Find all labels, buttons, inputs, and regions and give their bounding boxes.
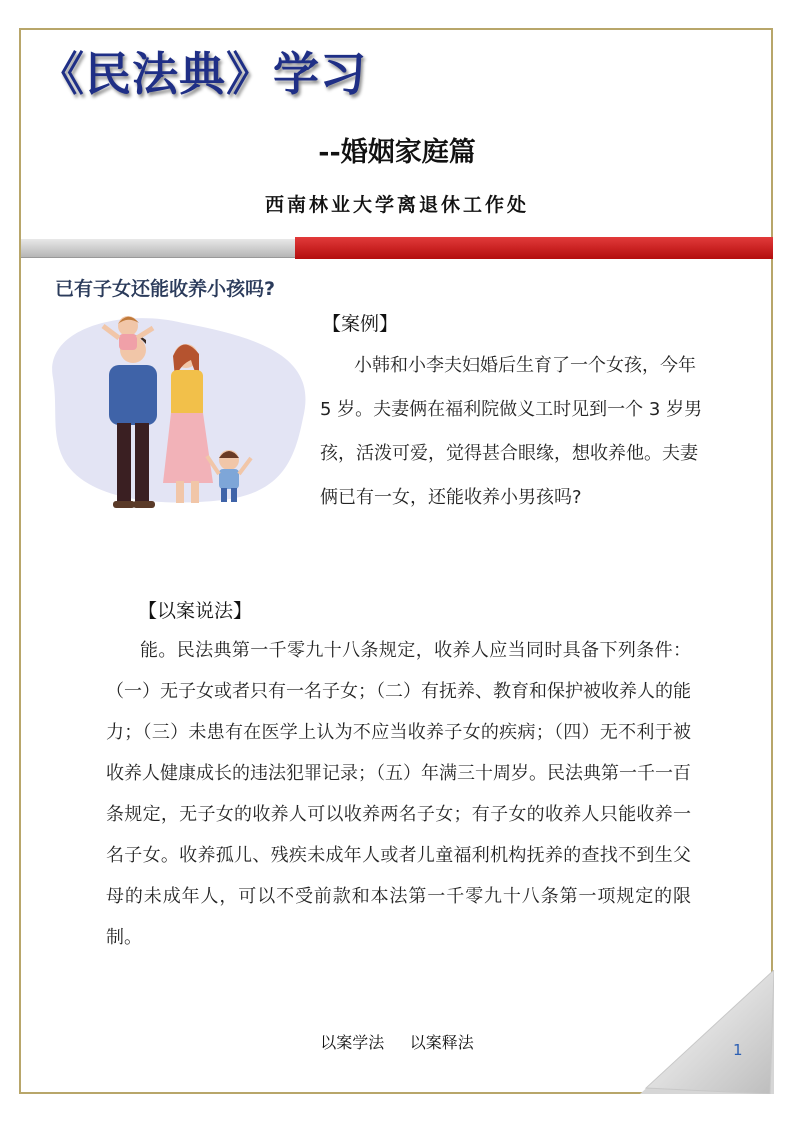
footer-slogan: 以案学法 以案释法 — [320, 1033, 474, 1052]
page-curl-icon — [640, 970, 774, 1094]
divider-left-gray — [21, 239, 295, 258]
page-title: 《民法典》学习 — [38, 47, 367, 101]
page-subtitle: --婚姻家庭篇 — [318, 137, 476, 168]
illustration-caption: 已有子女还能收养小孩吗? — [55, 278, 276, 300]
divider-right-red — [295, 237, 773, 259]
family-illustration-icon — [33, 268, 313, 530]
case-illustration — [33, 268, 313, 530]
organization-name: 西南林业大学离退休工作处 — [264, 194, 529, 216]
explanation-body: 能。民法典第一千零九十八条规定，收养人应当同时具备下列条件：（一）无子女或者只有一名子女；（二）有抚养、教育和保护被收养人的能力；（三）未患有在医学上认为不应当收养子女的疾病；（四）无不利于被收养人健康成长的违法犯罪记录；（五）年满三十周岁。民法典第一千一百条规定，无子女的收养人可以收养两名子女；有子女的收养人只能收养一名子女。收养孤儿、残疾未成年人或者儿童福利机构抚养的查找不到生父母的未成年人，可以不受前款和本法第一千零九十八条第一项规定的限制。 — [106, 640, 691, 948]
explanation-heading: 【以案说法】 — [138, 600, 253, 622]
case-heading: 【案例】 — [322, 313, 399, 335]
page-number: 1 — [733, 1041, 743, 1059]
case-body: 小韩和小李夫妇婚后生育了一个女孩，今年 5 岁。夫妻俩在福利院做义工时见到一个 3 岁男孩，活泼可爱，觉得甚合眼缘，想收养他。夫妻俩已有一女，还能收养小男孩吗? — [320, 355, 703, 508]
